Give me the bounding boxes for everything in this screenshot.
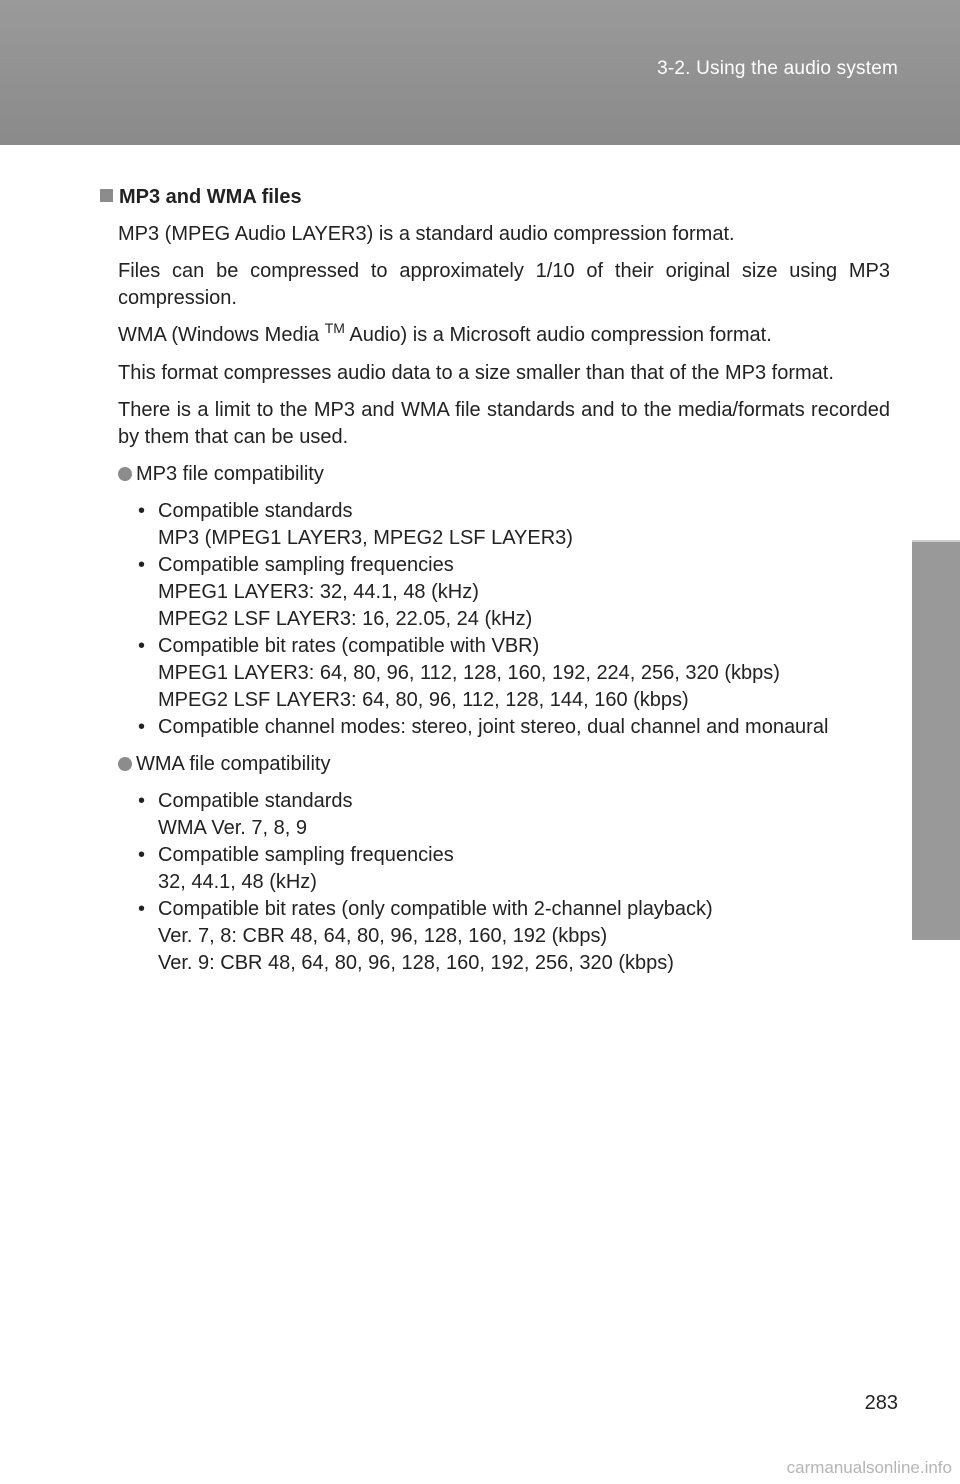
watermark-link[interactable]: carmanualsonline.info [786,1458,952,1477]
paragraph: There is a limit to the MP3 and WMA file standards and to the media/formats recorded by them that can be used. [118,399,890,448]
item-label: Compatible standards [158,790,353,812]
wma-intro-text: WMA (Windows Media [118,324,325,346]
mp3-compatibility-list [100,498,890,741]
list-item [100,633,890,714]
item-detail: 32, 44.1, 48 (kHz) [158,871,317,893]
bullet-dot-icon: • [138,790,146,812]
chapter-side-tab [912,540,960,940]
circle-bullet-icon [118,467,132,481]
list-item [100,714,890,741]
paragraph: Files can be compressed to approximately 1/10 of their original size using MP3 compression. [118,260,890,309]
item-label: Compatible bit rates (only compatible with 2-channel playback) [158,898,713,920]
item-label: Compatible bit rates (compatible with VBR) [158,635,540,657]
item-label: Compatible channel modes: stereo, joint stereo, dual channel and monaural [158,716,829,738]
item-detail: Ver. 7, 8: CBR 48, 64, 80, 96, 128, 160, 192 (kbps) [158,925,608,947]
circle-bullet-icon [118,757,132,771]
side-tab-divider [912,540,960,542]
item-detail: MPEG2 LSF LAYER3: 64, 80, 96, 112, 128, 144, 160 (kbps) [158,689,689,711]
wma-intro-text-rest: Audio) is a Microsoft audio compression format. [344,324,772,346]
list-item [100,788,890,842]
paragraph: This format compresses audio data to a size smaller than that of the MP3 format. [118,362,834,384]
chapter-number: 3 [18,586,30,607]
item-detail: MPEG2 LSF LAYER3: 16, 22.05, 24 (kHz) [158,608,533,630]
item-label: Compatible standards [158,500,353,522]
main-content [100,184,890,987]
item-detail: MPEG1 LAYER3: 64, 80, 96, 112, 128, 160, 192, 224, 256, 320 (kbps) [158,662,780,684]
square-bullet-icon [100,189,113,202]
bullet-dot-icon: • [138,844,146,866]
item-label: Compatible sampling frequencies [158,554,454,576]
bullet-dot-icon: • [138,500,146,522]
list-item [100,498,890,552]
page-number: 283 [864,1392,898,1414]
mp3-heading [118,461,890,488]
paragraph: MP3 (MPEG Audio LAYER3) is a standard audio compression format. [118,223,735,245]
paragraph-wma-intro [118,322,890,350]
wma-compatibility-list [100,788,890,977]
trademark-superscript: TM [324,320,345,336]
section-title: MP3 and WMA files [119,186,302,208]
bullet-dot-icon: • [138,898,146,920]
wma-heading [118,751,890,778]
header-section-title: 3-2. Using the audio system [657,58,898,79]
mp3-heading-text: MP3 file compatibility [136,463,324,485]
list-item [100,896,890,977]
list-item [100,842,890,896]
item-label: Compatible sampling frequencies [158,844,454,866]
bullet-dot-icon: • [138,554,146,576]
section-heading [100,184,890,211]
chapter-label: Interior features [7,640,28,779]
item-detail: WMA Ver. 7, 8, 9 [158,817,307,839]
wma-heading-text: WMA file compatibility [136,753,331,775]
item-detail: MP3 (MPEG1 LAYER3, MPEG2 LSF LAYER3) [158,527,573,549]
item-detail: MPEG1 LAYER3: 32, 44.1, 48 (kHz) [158,581,479,603]
list-item [100,552,890,633]
page-header [0,0,960,145]
bullet-dot-icon: • [138,716,146,738]
item-detail: Ver. 9: CBR 48, 64, 80, 96, 128, 160, 192, 256, 320 (kbps) [158,952,674,974]
bullet-dot-icon: • [138,635,146,657]
